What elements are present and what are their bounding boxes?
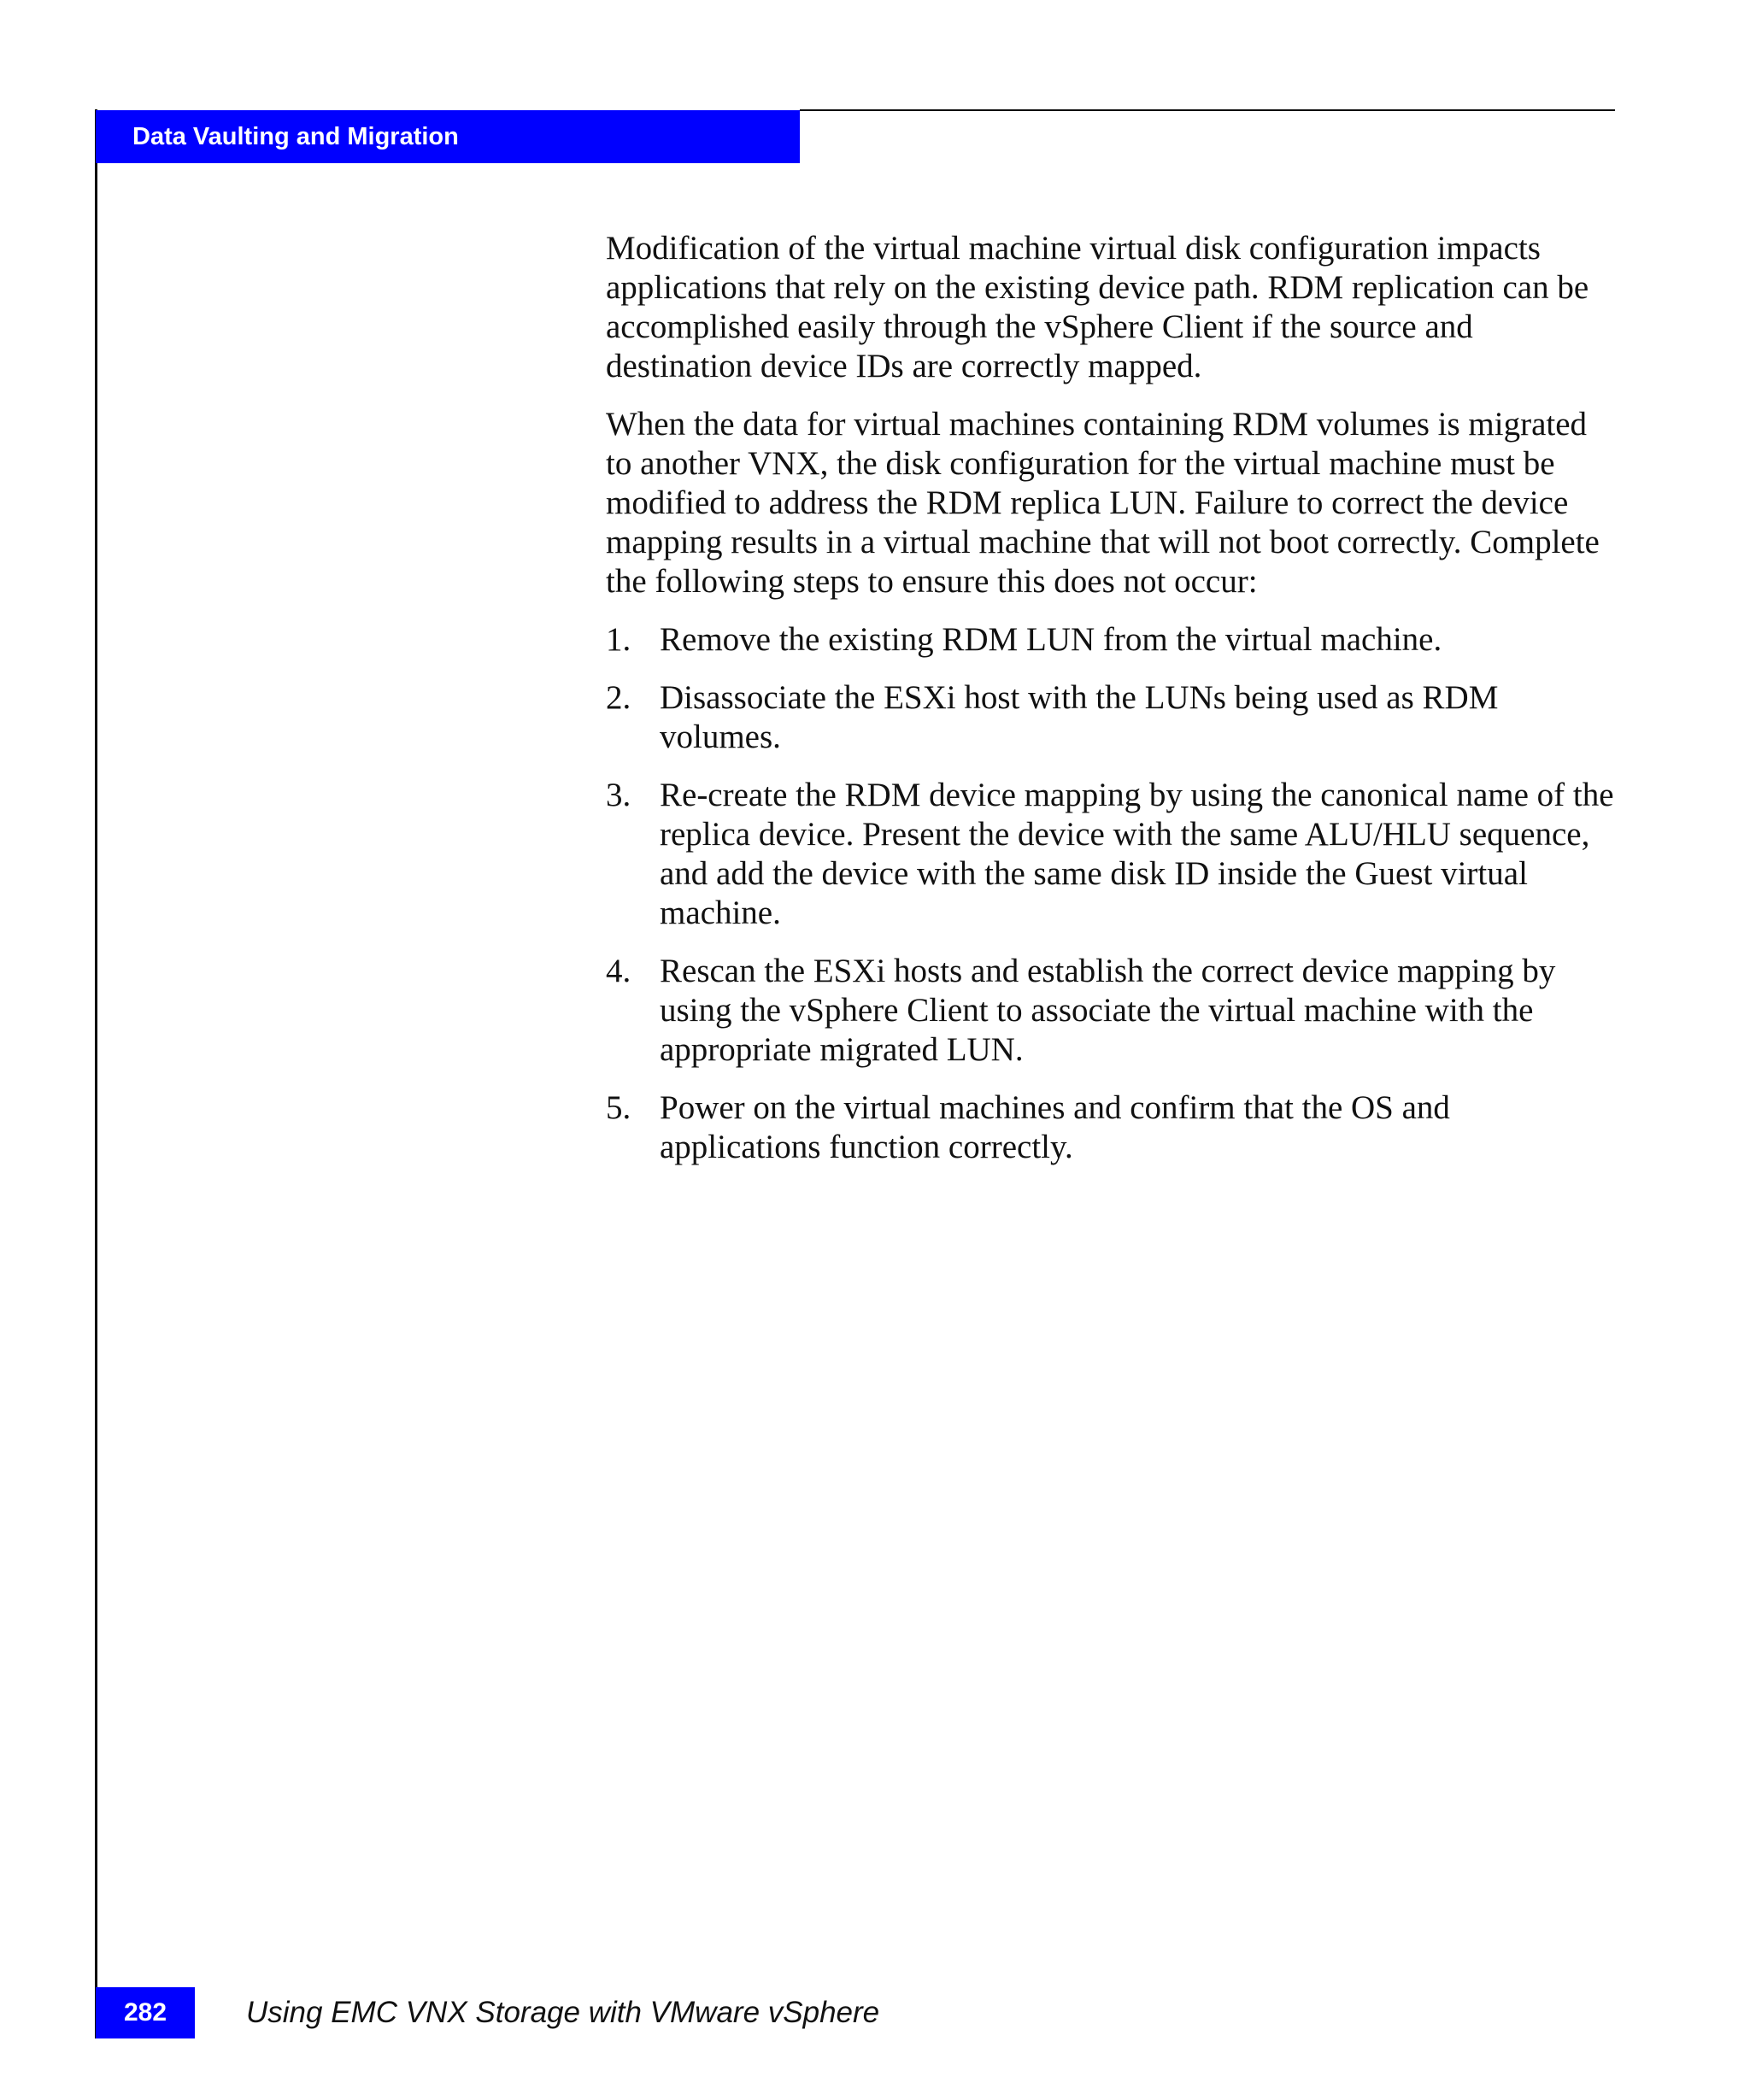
step-number: 2. — [606, 679, 631, 716]
list-item — [606, 776, 1618, 933]
steps-list — [606, 620, 1618, 1167]
paragraph: Modification of the virtual machine virtual disk configuration impacts applications that rely on the existing device path. RDM replication can be accomplished easily through the vSphere Client if the source and destination device IDs are correctly mapped. — [606, 230, 1589, 384]
header-rule — [800, 109, 1615, 111]
step-text: Power on the virtual machines and confirm that the OS and applications function correctly. — [660, 1089, 1450, 1165]
list-item — [606, 620, 1618, 660]
step-text: Re-create the RDM device mapping by using the canonical name of the replica device. Present the device with the same ALU/HLU sequence, and add the device with the same disk ID inside the Guest virtual machine. — [660, 777, 1614, 931]
page-body — [606, 229, 1618, 1186]
step-number: 3. — [606, 777, 631, 813]
list-item — [606, 952, 1618, 1070]
step-text: Disassociate the ESXi host with the LUNs being used as RDM volumes. — [660, 679, 1499, 755]
page-number: 282 — [96, 1987, 195, 2038]
step-number: 4. — [606, 953, 631, 989]
paragraph: When the data for virtual machines containing RDM volumes is migrated to another VNX, the disk configuration for the virtual machine must be modified to address the RDM replica LUN. Failure to correct the device mapping results in a virtual machine that will not boot correctly. Complete the following steps to ensure this does not occur: — [606, 406, 1600, 600]
step-text: Remove the existing RDM LUN from the virtual machine. — [660, 621, 1442, 658]
book-title: Using EMC VNX Storage with VMware vSphere — [246, 1996, 880, 2029]
step-number: 5. — [606, 1089, 631, 1126]
list-item — [606, 678, 1618, 757]
list-item — [606, 1088, 1618, 1167]
step-number: 1. — [606, 621, 631, 658]
step-text: Rescan the ESXi hosts and establish the correct device mapping by using the vSphere Client to associate the virtual machine with the appropriate migrated LUN. — [660, 953, 1556, 1068]
margin-rule — [95, 109, 97, 2038]
chapter-header: Data Vaulting and Migration — [96, 110, 800, 163]
